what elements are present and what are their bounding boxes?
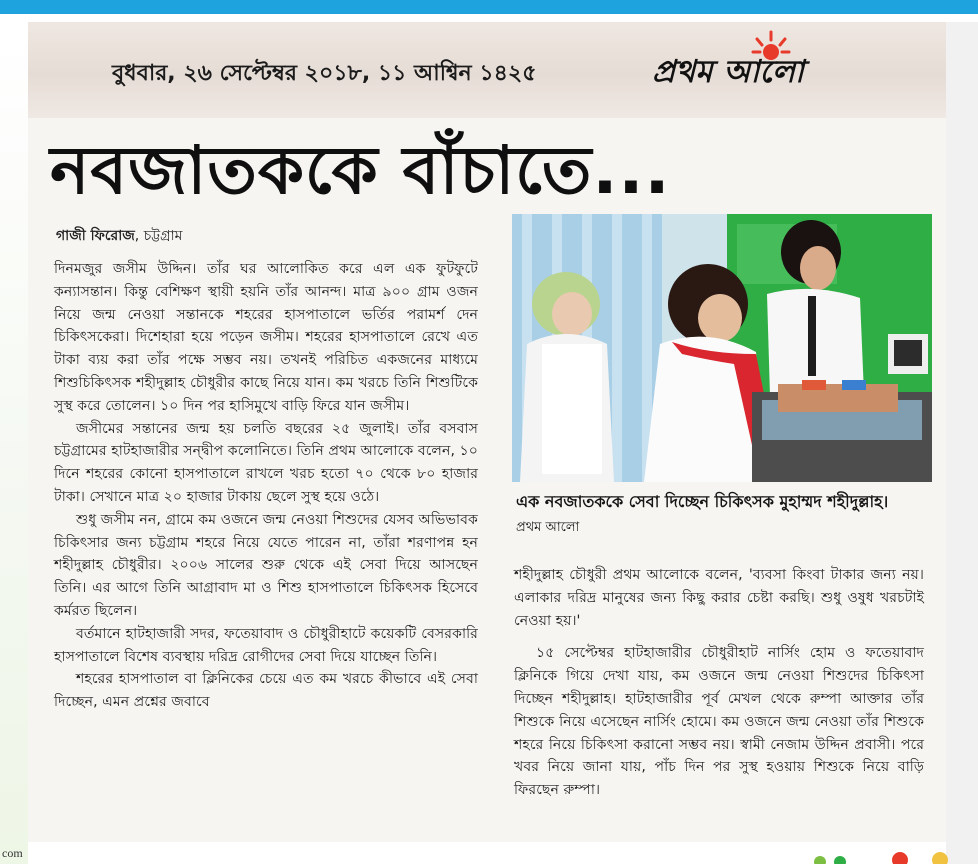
paragraph: বর্তমানে হাটহাজারী সদর, ফতেয়াবাদ ও চৌধুরীহাটে কয়েকটি বেসরকারি হাসপাতালে বিশেষ ব্যবস্থায় দরিদ্র রোগীদের সেবা দিয়ে যাচ্ছেন তিনি। <box>54 625 478 665</box>
article-left-column <box>54 258 478 714</box>
byline-location: চট্টগ্রাম <box>143 228 183 244</box>
newspaper-name: প্রথম আলো <box>652 54 804 90</box>
paragraph: শহরের হাসপাতাল বা ক্লিনিকের চেয়ে এত কম খরচে কীভাবে এই সেবা দিচ্ছেন, এমন প্রশ্নের জবাবে <box>54 671 478 711</box>
photo-caption <box>516 490 916 540</box>
byline: গাজী ফিরোজ, চট্টগ্রাম <box>56 228 183 244</box>
byline-author: গাজী ফিরোজ <box>56 228 135 244</box>
caption-text: এক নবজাতককে সেবা দিচ্ছেন চিকিৎসক মুহাম্মদ শহীদুল্লাহ। <box>516 492 889 511</box>
right-margin <box>946 22 978 864</box>
footer-fragment: com <box>2 846 23 860</box>
paragraph: দিনমজুর জসীম উদ্দিন। তাঁর ঘর আলোকিত করে এল এক ফুটফুটে কন্যাসন্তান। কিন্তু বেশিক্ষণ স্থায়ী হয়নি তাঁর আনন্দ। মাত্র ৯০০ গ্রাম ওজন নিয়ে জন্ম নেওয়া সন্তানকে শহরের হাসপাতালে ভর্তির পরামর্শ দেন চিকিৎসকেরা। দিশেহারা হয়ে পড়েন জসীম। শহরের হাসপাতালে রেখে এত টাকা ব্যয় করা তাঁর পক্ষে সম্ভব নয়। তখনই পরিচিত একজনের মাধ্যমে শিশুচিকিৎসক শহীদুল্লাহ চৌধুরীর কাছে নিয়ে যান। কম খরচে তিনি শিশুটিকে সুস্থ করে তোলেন। ১০ দিন পর হাসিমুখে বাড়ি ফিরে যান জসীম। <box>54 261 478 414</box>
newspaper-logo <box>652 40 922 98</box>
top-accent-strip <box>0 0 978 14</box>
paragraph: জসীমের সন্তানের জন্ম হয় চলতি বছরের ২৫ জুলাই। তাঁর বসবাস চট্টগ্রামের হাটহাজারীর সন্দ্বীপ কলোনিতে। তিনি প্রথম আলোকে বলেন, ১০ দিনে শহরের কোনো হাসপাতালে রাখলে খরচ হতো ৭০ থেকে ৮০ হাজার টাকা। সেখানে মাত্র ২০ হাজার টাকায় ছেলে সুস্থ হয়ে ওঠে। <box>54 420 478 505</box>
decorative-corner <box>800 846 960 864</box>
paragraph: ১৫ সেপ্টেম্বর হাটহাজারীর চৌধুরীহাট নার্সিং হোম ও ফতেয়াবাদ ক্লিনিকে গিয়ে দেখা যায়, কম ওজনে জন্ম নেওয়া শিশুদের চিকিৎসা দিচ্ছেন শহীদুল্লাহ। হাটহাজারীর পূর্ব মেখল থেকে রুম্পা আক্তার তাঁর শিশুকে নিয়ে এসেছেন নার্সিং হোমে। কম ওজনে জন্ম নেওয়া তাঁর শিশুকে শহরে নিয়ে চিকিৎসা করানো সম্ভব নয়। স্বামী নেজাম উদ্দিন প্রবাসী। পরে খবর নিয়ে জানা যায়, পাঁচ দিন পর সুস্থ হওয়ায় শিশুকে নিয়ে বাড়ি ফিরছেন রুম্পা। <box>514 645 924 799</box>
photo-credit: প্রথম আলো <box>516 520 580 535</box>
masthead-date: বুধবার, ২৬ সেপ্টেম্বর ২০১৮, ১১ আশ্বিন ১৪২৫ <box>112 61 537 86</box>
paragraph: শুধু জসীম নন, গ্রামে কম ওজনে জন্ম নেওয়া শিশুদের যেসব অভিভাবক চিকিৎসার জন্য চট্টগ্রাম শহরে নিয়ে যেতে পারেন না, তাঁরা শরণাপন্ন হন শহীদুল্লাহ চৌধুরীর। ২০০৬ সালের শুরু থেকে এই সেবা দিয়ে আসছেন তিনি। এর আগে তিনি আগ্রাবাদ মা ও শিশু হাসপাতালে চিকিৎসক হিসেবে কর্মরত ছিলেন। <box>54 511 478 619</box>
photo-illustration <box>512 214 932 482</box>
left-margin <box>0 22 28 864</box>
article-right-column <box>514 564 924 802</box>
article-headline: নবজাতককে বাঁচাতে... <box>50 132 671 209</box>
article-photo <box>512 214 932 482</box>
paragraph: শহীদুল্লাহ চৌধুরী প্রথম আলোকে বলেন, 'ব্যবসা কিংবা টাকার জন্য নয়। এলাকার দরিদ্র মানুষের জন্য কিছু করার চেষ্টা করছি। শুধু ওষুধ খরচটাই নেওয়া হয়।' <box>514 567 924 629</box>
